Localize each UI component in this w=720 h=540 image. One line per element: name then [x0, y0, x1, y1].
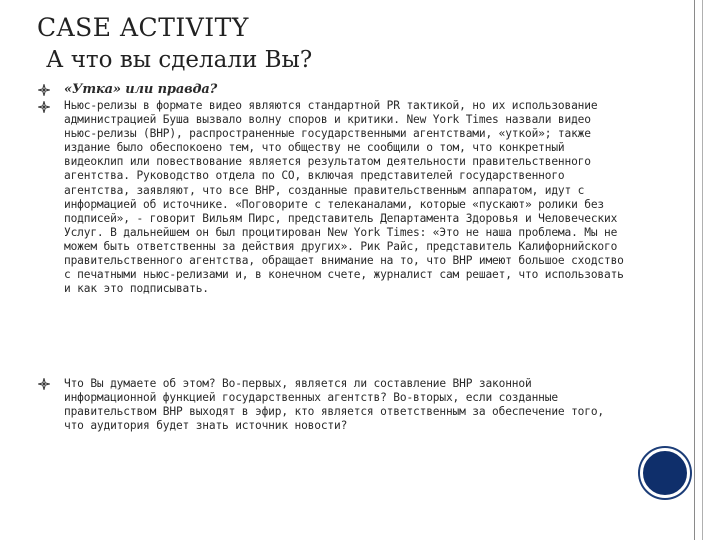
bullet-icon: [38, 378, 52, 392]
right-border-line: [694, 0, 695, 540]
bullet-icon: [38, 84, 52, 98]
slide-title: CASE ACTIVITY: [37, 13, 249, 42]
right-border-line-inner: [702, 0, 703, 540]
list-item-body: [64, 99, 628, 296]
list-item-heading: [64, 83, 628, 97]
slide-subtitle: А что вы сделали Вы?: [46, 47, 313, 73]
decorative-circle: [640, 448, 690, 498]
item-question-text: Что Вы думаете об этом? Во-первых, является ли составление ВНР законной информационной функцией государственных агентств? Во-вторых, если созданные правительством ВНР выходят в эфир, кто является ответственным за обеспечение того, что аудитория будет знать источник новости?: [64, 377, 605, 433]
item-body-text: Ньюс-релизы в формате видео являются стандартной PR тактикой, но их использование администрацией Буша вызвало волну споров и критики. New York Times назвали видео ньюс-релизы (ВНР), распространенные государственными агентствами, «уткой»; также издание было обеспокоено тем, что обществу не сообщили о том, что конкретный видеоклип или повествование является результатом деятельности правительственного агентства. Руководство отдела по СО, включая представителей государственного агентства, заявляют, что все ВНР, созданные правительственным аппаратом, идут с информацией об источнике. «Поговорите с телеканалами, которые «пускают» ролики без подписей», - говорит Вильям Пирс, представитель Департамента Здоровья и Человеческих Услуг. В дальнейшем он был процитирован New York Times: «Это не наша проблема. Мы не можем быть ответственны за действия других». Рик Райс, представитель Калифорнийского правительственного агентства, обращает внимание на то, что ВНР имеют большое сходство с печатными ньюс-релизами и, в конечном счете, журналист сам решает, что использовать и как это подписывать.: [64, 99, 624, 296]
item-heading-text: «Утка» или правда?: [64, 82, 218, 97]
list-item-question: [64, 377, 628, 433]
bullet-icon: [38, 101, 52, 115]
